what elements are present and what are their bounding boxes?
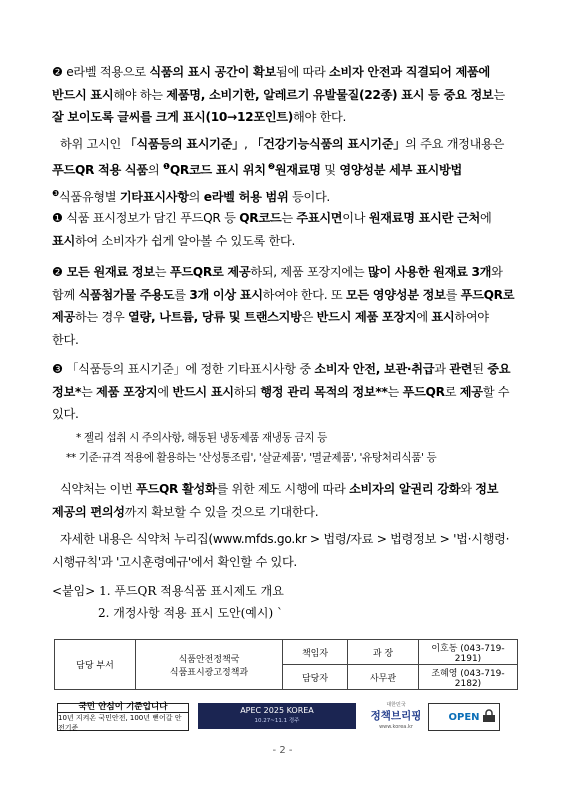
paragraph-expectation: 식약처는 이번 푸드QR 활성화를 위한 제도 시행에 따라 소비자의 알권리 강화와 정보 제공의 편의성까지 확보할 수 있을 것으로 기대한다. (52, 482, 499, 519)
title-staff: 사무관 (348, 665, 419, 690)
footnote-safety-info: * 젤리 섭취 시 주의사항, 해동된 냉동제품 재냉동 금지 등 (76, 432, 327, 444)
dept-label: 담당 부서 (55, 640, 136, 690)
license-icon (481, 709, 497, 723)
paragraph-more-info: 자세한 내용은 식약처 누리집(www.mfds.go.kr > 법령/자료 > 법령정보 > '법·시행령·시행규칙'과 '고시훈령예규'에서 확인할 수 있다. (52, 532, 510, 569)
paragraph-other-labeling: ❸ 「식품등의 표시기준」에 정한 기타표시사항 중 소비자 안전, 보관·취급과 관련된 중요 정보*는 제품 포장지에 반드시 표시하되 행정 관리 목적의 정보**는 푸드QR로 제공할 수 있다. (52, 362, 511, 421)
attachment-line-1: <붙임> 1. 푸드QR 적용식품 표시제도 개요 (52, 584, 284, 598)
paragraph-eLabel-font-size: ❷ e라벨 적용으로 식품의 표시 공간이 확보됨에 따라 소비자 안전과 직결되어 제품에 반드시 표시해야 하는 제품명, 소비기한, 알레르기 유발물질(22종) 표시 등 중요 정보는 잘 보이도록 글씨를 크게 표시(10→12포인트)해야 한다. (52, 65, 505, 124)
circled-number-1: ❶ (52, 211, 63, 225)
footnote-admin-info: ** 기준·규격 적용에 활용하는 '산성통조림', '살균제품', '멸균제품', '유탕처리식품' 등 (66, 452, 437, 464)
paragraph-sub-notice-summary: 하위 고시인 「식품등의 표시기준」, 「건강기능식품의 표시기준」의 주요 개정내용은 푸드QR 적용 식품의 $^❶$QR코드 표시 위치 $^❷$원재료명 및 영양성분 세부 표시방법 $^❸$식품유형별 기타표시사항의 e라벨 허용 범위 등이다. (52, 137, 505, 205)
paragraph-ingredients: ❷ 모든 원재료 정보는 푸드QR로 제공하되, 제품 포장지에는 많이 사용한 원재료 3개와 함께 식품첨가물 주용도를 3개 이상 표시하여야 한다. 또 모든 영양성분 정보를 푸드QR로 제공하는 경우 열량, 나트륨, 당류 및 트랜스지방은 반드시 제품 포장지에 표시하여야 한다. (52, 265, 515, 347)
policy-briefing-logo: 대한민국 정책브리핑 www.korea.kr (370, 701, 422, 730)
apec-2025-logo: APEC 2025 KOREA 10.27~11.1 경주 (198, 703, 356, 729)
person-head: 이호동 (043-719-2191) (419, 640, 518, 665)
open-government-logo: OPEN (428, 703, 500, 731)
person-staff: 조혜영 (043-719-2182) (419, 665, 518, 690)
safety-slogan-logo: 국민 안심이 기준입니다 10년 지켜온 국민안전, 100년 뻗어갈 안전기준 (57, 703, 189, 731)
circled-number-2: ❷ (52, 265, 63, 279)
paragraph-qr-location: ❶ 식품 표시정보가 담긴 푸드QR 등 QR코드는 주표시면이나 원재료명 표시란 근처에 표시하여 소비자가 쉽게 알아볼 수 있도록 한다. (52, 211, 492, 248)
role-head: 책임자 (283, 640, 348, 665)
circled-number-3: ❸ (52, 362, 63, 376)
contact-table (54, 639, 518, 690)
title-head: 과 장 (348, 640, 419, 665)
attachment-line-2: 2. 개정사항 적용 표시 도안(예시) ` (98, 606, 283, 620)
dept-name: 식품안전정책국 식품표시광고정책과 (136, 640, 283, 690)
circled-number-2: ❷ (52, 65, 63, 79)
role-staff: 담당자 (283, 665, 348, 690)
page-number: - 2 - (272, 745, 293, 756)
